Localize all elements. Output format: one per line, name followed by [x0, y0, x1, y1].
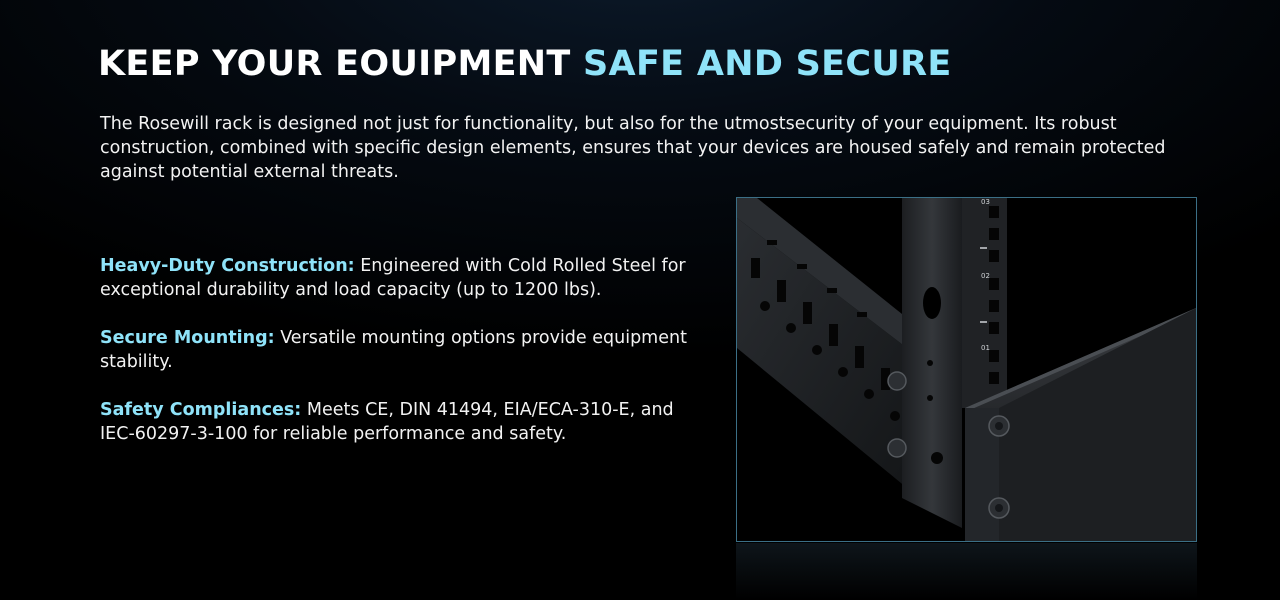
feature-title: Safety Compliances:: [100, 400, 302, 420]
numbered-rail: [962, 198, 1007, 408]
rail-label-01: 01: [981, 344, 990, 352]
title-highlight: SAFE AND SECURE: [583, 44, 952, 84]
feature-title: Secure Mounting:: [100, 328, 275, 348]
intro-paragraph: The Rosewill rack is designed not just for functionality, but also for the utmostsecurity of your equipment. Its robust construction, combined with specific design elements, ensures that your devices are housed safely and remain protected against potential external threats.: [100, 114, 1166, 182]
rail-label-03: 03: [981, 198, 990, 206]
feature-text: Meets CE, DIN 41494, EIA/ECA-310-E, and IEC-60297-3-100 for reliable performance and safety.: [100, 400, 674, 444]
feature-text: Engineered with Cold Rolled Steel for exceptional durability and load capacity (up to 1200 lbs).: [100, 256, 686, 300]
feature-title: Heavy-Duty Construction:: [100, 256, 355, 276]
rail-label-02: 02: [981, 272, 990, 280]
feature-text: Versatile mounting options provide equipment stability.: [100, 328, 687, 372]
rack-illustration: [737, 198, 1196, 541]
feature-safety-compliances: [100, 398, 700, 446]
rack-photo: [736, 197, 1197, 542]
feature-secure-mounting: [100, 326, 700, 374]
photo-reflection: [736, 543, 1197, 600]
page-title: [98, 44, 952, 84]
title-prefix: KEEP YOUR EOUIPMENT: [98, 44, 571, 84]
feature-heavy-duty: [100, 254, 700, 302]
feature-list: [100, 254, 700, 470]
post-keyhole: [923, 287, 941, 319]
